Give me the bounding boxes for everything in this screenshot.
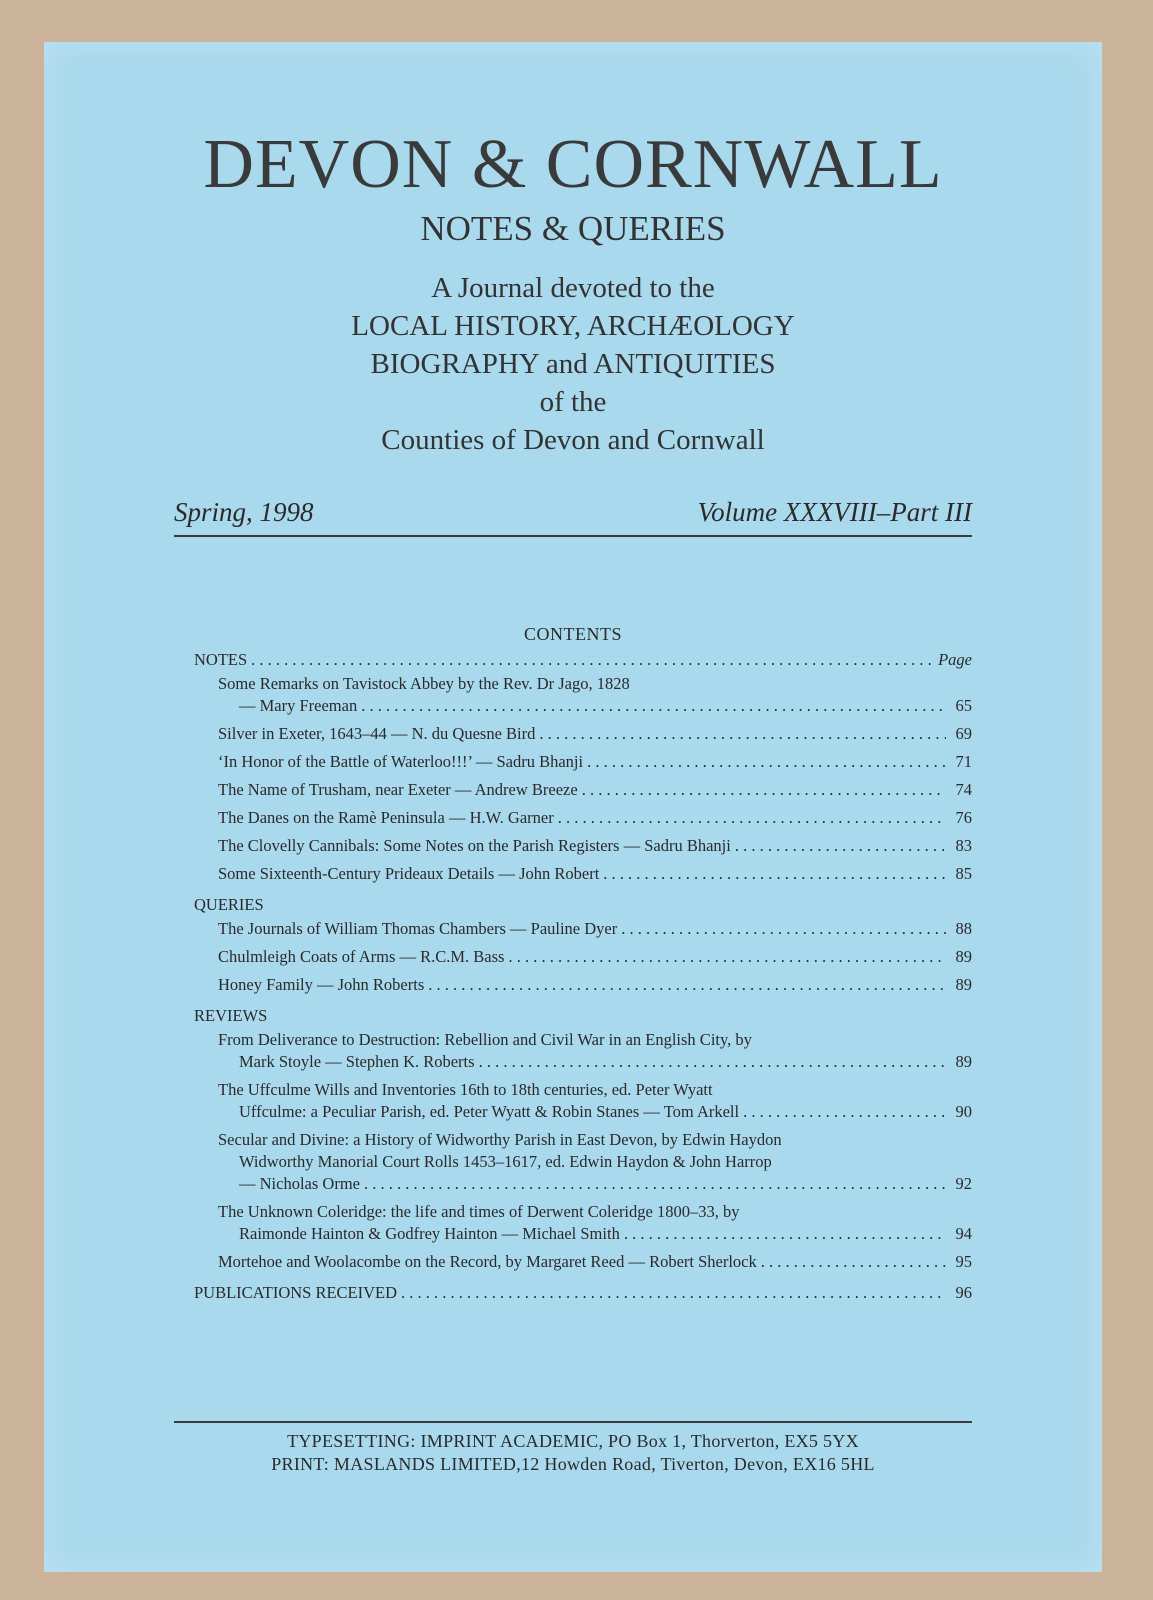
toc-entry	[218, 1201, 972, 1245]
footer-typesetting: TYPESETTING: IMPRINT ACADEMIC, PO Box 1, Thorverton, EX5 5YX	[287, 1431, 859, 1451]
journal-subtitle: NOTES & QUERIES	[420, 209, 726, 248]
page-number: 85	[955, 864, 972, 883]
entry-text: Chulmleigh Coats of Arms — R.C.M. Bass	[218, 947, 505, 966]
entry-text: From Deliverance to Destruction: Rebellion and Civil War in an English City, by	[218, 1030, 752, 1049]
toc-entry-line	[218, 1079, 972, 1101]
toc-entry-line	[218, 673, 972, 695]
toc-entry-line	[218, 918, 972, 940]
toc-entry-line	[218, 807, 972, 829]
footer-print: PRINT: MASLANDS LIMITED,12 Howden Road, Tiverton, Devon, EX16 5HL	[271, 1454, 875, 1474]
page-number: 96	[955, 1283, 972, 1302]
dot-leader	[558, 807, 946, 829]
entry-text: The Uffculme Wills and Inventories 16th to 18th centuries, ed. Peter Wyatt	[218, 1080, 713, 1099]
toc-entry	[218, 807, 972, 829]
entry-text: Widworthy Manorial Court Rolls 1453–1617, ed. Edwin Haydon & John Harrop	[239, 1152, 772, 1171]
page-number: 74	[955, 780, 972, 799]
section-title: PUBLICATIONS RECEIVED	[194, 1283, 398, 1302]
entry-text: Some Remarks on Tavistock Abbey by the Rev. Dr Jago, 1828	[218, 674, 630, 693]
page-column-label: Page	[938, 650, 972, 669]
toc-section-heading	[194, 1279, 972, 1306]
dot-leader	[761, 1251, 946, 1273]
toc-entry-line	[218, 946, 972, 968]
toc-entry	[218, 946, 972, 968]
toc-entry-line	[218, 1151, 972, 1173]
tagline-line-2: LOCAL HISTORY, ARCHÆOLOGY	[351, 310, 795, 342]
toc-entry	[218, 723, 972, 745]
toc-entry	[218, 1251, 972, 1273]
page-number: 69	[955, 724, 972, 743]
page-number: 89	[955, 975, 972, 994]
dot-leader	[479, 1051, 946, 1073]
page-number: 89	[955, 947, 972, 966]
entry-text: Silver in Exeter, 1643–44 — N. du Quesne Bird	[218, 724, 536, 743]
entry-text: The Clovelly Cannibals: Some Notes on the Parish Registers — Sadru Bhanji	[218, 836, 731, 855]
dot-leader	[603, 863, 946, 885]
journal-title: DEVON & CORNWALL	[203, 126, 943, 203]
dot-leader	[539, 723, 946, 745]
toc-entry	[218, 779, 972, 801]
toc-section-heading	[194, 1002, 972, 1029]
journal-cover	[44, 42, 1102, 1572]
toc-entry-line	[218, 1101, 972, 1123]
toc-entry-line	[218, 723, 972, 745]
entry-text: The Danes on the Ramè Peninsula — H.W. Garner	[218, 808, 554, 827]
page-number: 92	[955, 1174, 972, 1193]
entry-text: Uffculme: a Peculiar Parish, ed. Peter Wyatt & Robin Stanes — Tom Arkell	[239, 1102, 740, 1121]
toc-entry-line	[218, 1029, 972, 1051]
page-number: 65	[955, 696, 972, 715]
table-of-contents	[194, 646, 972, 1306]
toc-entry-line	[218, 835, 972, 857]
toc-section-heading	[194, 646, 972, 673]
dot-leader	[735, 835, 946, 857]
toc-entry-line	[218, 863, 972, 885]
entry-text: Mark Stoyle — Stephen K. Roberts	[239, 1052, 475, 1071]
dot-leader	[621, 918, 946, 940]
tagline-line-1: A Journal devoted to the	[431, 272, 715, 304]
issue-volume: Volume XXXVIII–Part III	[697, 497, 972, 527]
toc-entry-line	[218, 695, 972, 717]
dot-leader	[624, 1223, 946, 1245]
dot-leader	[364, 1173, 946, 1195]
entry-text: Mortehoe and Woolacombe on the Record, by Margaret Reed — Robert Sherlock	[218, 1252, 757, 1271]
page-number: 76	[955, 808, 972, 827]
toc-entry	[218, 835, 972, 857]
toc-entry	[218, 918, 972, 940]
entry-text: Some Sixteenth-Century Prideaux Details — John Robert	[218, 864, 600, 883]
tagline-line-3: BIOGRAPHY and ANTIQUITIES	[370, 348, 776, 380]
footer-divider	[174, 1421, 972, 1423]
toc-entry-line	[218, 751, 972, 773]
entry-text: ‘In Honor of the Battle of Waterloo!!!’ — Sadru Bhanji	[218, 752, 584, 771]
dot-leader	[743, 1101, 946, 1123]
dot-leader	[587, 751, 946, 773]
toc-entry-line	[218, 779, 972, 801]
toc-entry	[218, 974, 972, 996]
entry-text: — Nicholas Orme	[239, 1174, 360, 1193]
entry-text: — Mary Freeman	[239, 696, 358, 715]
toc-entry-line	[218, 1251, 972, 1273]
toc-entry-line	[218, 1129, 972, 1151]
page-number: 83	[955, 836, 972, 855]
toc-entry	[218, 673, 972, 717]
page-number: 94	[955, 1224, 972, 1243]
toc-entry-line	[218, 1201, 972, 1223]
entry-text: Raimonde Hainton & Godfrey Hainton — Michael Smith	[239, 1224, 620, 1243]
dot-leader	[251, 646, 934, 673]
toc-entry-line	[218, 1223, 972, 1245]
page-number: 71	[955, 752, 972, 771]
section-title: NOTES	[194, 650, 248, 669]
section-title: QUERIES	[194, 895, 264, 914]
entry-text: The Journals of William Thomas Chambers — Pauline Dyer	[218, 919, 618, 938]
toc-entry	[218, 1079, 972, 1123]
contents-heading: CONTENTS	[524, 624, 622, 644]
page-number: 88	[955, 919, 972, 938]
toc-entry	[218, 1029, 972, 1073]
toc-entry	[218, 751, 972, 773]
entry-text: Honey Family — John Roberts	[218, 975, 425, 994]
dot-leader	[428, 974, 946, 996]
tagline-line-5: Counties of Devon and Cornwall	[381, 424, 765, 456]
page-number: 95	[955, 1252, 972, 1271]
issue-season: Spring, 1998	[174, 497, 314, 527]
toc-entry-line	[218, 1051, 972, 1073]
dot-leader	[401, 1279, 946, 1306]
toc-entry	[218, 863, 972, 885]
toc-entry-line	[218, 1173, 972, 1195]
toc-section-heading	[194, 891, 972, 918]
page-number: 90	[955, 1102, 972, 1121]
header-divider	[174, 535, 972, 537]
section-title: REVIEWS	[194, 1006, 268, 1025]
page-number: 89	[955, 1052, 972, 1071]
entry-text: Secular and Divine: a History of Widworthy Parish in East Devon, by Edwin Haydon	[218, 1130, 782, 1149]
toc-entry	[218, 1129, 972, 1195]
entry-text: The Name of Trusham, near Exeter — Andrew Breeze	[218, 780, 578, 799]
dot-leader	[582, 779, 946, 801]
entry-text: The Unknown Coleridge: the life and times of Derwent Coleridge 1800–33, by	[218, 1202, 740, 1221]
toc-entry-line	[218, 974, 972, 996]
dot-leader	[361, 695, 946, 717]
dot-leader	[508, 946, 946, 968]
tagline-line-4: of the	[539, 386, 607, 418]
